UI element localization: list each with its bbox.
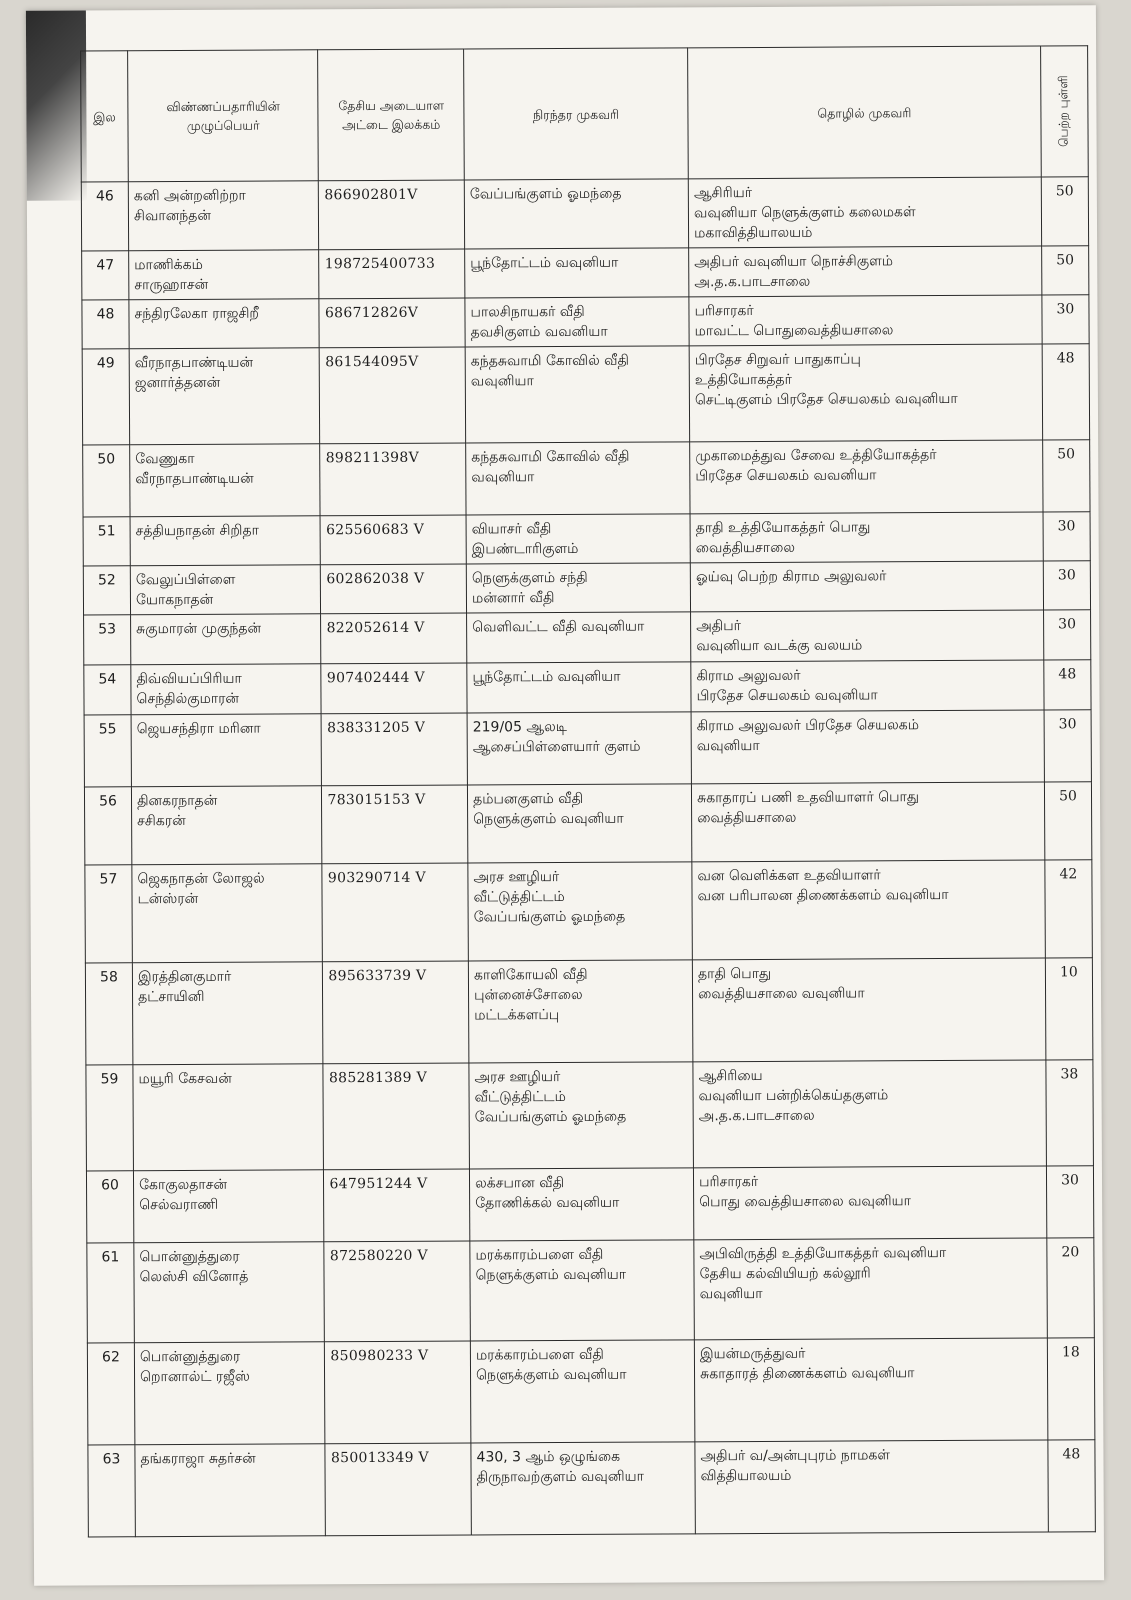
permanent-address [469,1062,694,1169]
applicant-name-line: வீரநாதபாண்டியன் [134,354,254,372]
nic-number: 895633739 V [323,961,469,1064]
applicant-name [135,1444,326,1537]
row-number: 46 [81,182,128,251]
permanent-address-line: 219/05 ஆலடி [472,718,567,736]
work-address-line: வவுனியா பன்றிக்கெய்தகுளம் [698,1087,889,1105]
work-address [692,860,1045,960]
row-number: 60 [86,1171,133,1243]
table-row [85,860,1092,963]
permanent-address-line: மட்டக்களப்பு [474,1007,560,1024]
applicant-name [132,962,323,1065]
nic-number: 898211398V [320,443,466,516]
permanent-address-line: மன்னார் வீதி [471,590,555,607]
applicant-name-line: செந்தில்குமாரன் [136,690,240,708]
permanent-address [470,1240,695,1341]
permanent-address-line: காளிகோயலி வீதி [473,966,588,984]
table-row [83,440,1090,517]
work-address-line: தாதி பொது [697,965,772,983]
applicant-name-line: தங்கராஜா சுதர்சன் [140,1450,256,1468]
work-address-line: வைத்தியசாலை [697,809,797,827]
work-address-line: முகாமைத்துவ சேவை உத்தியோகத்தர் [695,447,937,465]
applicant-name-line: யோகநாதன் [135,591,214,609]
nic-number: 907402444 V [321,663,467,714]
table-row [88,1440,1095,1537]
header-work-address: தொழில் முகவரி [688,46,1042,179]
applicant-name-line: மயூரி கேசவன் [138,1070,232,1088]
permanent-address-line: வவுனியா [470,373,534,390]
permanent-address [465,346,690,443]
permanent-address-line: பூந்தோட்டம் வவுனியா [472,668,621,686]
row-number: 59 [86,1065,134,1171]
permanent-address-line: தோணிக்கல் வவுனியா [475,1194,620,1212]
applicant-name [130,516,321,566]
row-number: 47 [82,251,129,300]
applicant-name [131,664,322,715]
row-number: 57 [85,865,133,963]
permanent-address-line: கந்தசுவாமி கோவில் வீதி [470,352,630,370]
points-value: 50 [1043,440,1090,512]
work-address [690,512,1043,563]
nic-number: 850980233 V [325,1341,471,1444]
permanent-address-line: வீட்டுத்திட்டம் [474,1088,566,1106]
applicant-name-line: வேணுகா [135,450,195,468]
work-address-line: அ.த.க.பாடசாலை [698,1107,815,1125]
permanent-address [467,612,691,663]
applicant-name-line: வீரநாதபாண்டியன் [135,470,254,488]
table-row [87,1238,1095,1343]
work-address [689,246,1042,297]
work-address-line: பரிசாரகர் [699,1173,759,1191]
points-value: 30 [1043,561,1090,610]
work-address-line: சுகாதாரப் பணி உதவியாளர் பொது [697,789,920,807]
permanent-address [466,442,690,515]
table-body [81,177,1095,1537]
applicant-name-line: திவ்வியப்பிரியா [136,670,242,688]
permanent-address-line: தம்பனகுளம் வீதி [473,790,584,808]
table-row [84,610,1091,665]
permanent-address [467,712,691,785]
work-address-line: அ.த.க.பாடசாலை [694,273,811,291]
work-address-line: வைத்தியசாலை வவுனியா [698,985,865,1003]
work-address-line: மாவட்ட பொதுவைத்தியசாலை [694,322,894,340]
applicant-name [134,1342,325,1445]
applicant-name-line: ஜனார்த்தனன் [134,374,221,392]
row-number: 53 [84,615,131,665]
applicant-name-line: சசிகரன் [137,812,186,830]
row-number: 50 [83,445,130,517]
page-shadow-corner [26,10,87,200]
work-address-line: செட்டிகுளம் பிரதேச செயலகம் வவுனியா [694,390,958,409]
applicant-name [133,1170,324,1243]
table-row [86,1166,1093,1243]
permanent-address-line: பூந்தோட்டம் வவுனியா [470,254,619,272]
nic-number: 625560683 V [320,515,466,565]
table-row [85,958,1093,1065]
nic-number: 647951244 V [324,1169,470,1242]
permanent-address [465,297,689,347]
work-address [688,177,1041,248]
nic-number: 822052614 V [321,613,467,664]
nic-number: 866902801V [319,180,465,250]
header-no: இல [81,51,129,182]
nic-number: 686712826V [319,298,465,348]
row-number: 48 [82,300,129,349]
nic-number: 602862038 V [321,564,467,614]
work-address-line: ஓய்வு பெற்ற கிராம அலுவலர் [695,568,887,586]
applicant-name-line: சாருஹாசன் [134,276,209,294]
points-value: 48 [1048,1440,1096,1532]
applicant-name [131,786,322,865]
table-row [82,295,1089,349]
applicant-name-line: தட்சாயினி [138,988,205,1006]
applicant-name-line: சத்தியநாதன் சிறிதா [135,522,259,540]
permanent-address-line: திருநாவற்குளம் வவுனியா [476,1468,644,1486]
work-address [694,1166,1047,1240]
permanent-address [466,563,690,613]
permanent-address-line: வேப்பங்குளம் ஓமந்தை [469,185,622,203]
work-address [694,1338,1047,1442]
applicant-name [129,299,320,349]
permanent-address-line: வேப்பங்குளம் ஓமந்தை [474,1108,627,1126]
applicant-name-line: இரத்தினகுமார் [137,968,232,986]
nic-number: 783015153 V [322,785,468,864]
table-row [84,782,1091,865]
applicant-name [132,864,323,963]
table-row [81,177,1088,251]
work-address-line: அதிபர் வவுனியா நொச்சிகுளம் [694,253,894,271]
applicant-name [131,714,322,787]
applicant-name-line: ஜெயசந்திரா மரினா [136,720,261,738]
applicant-name-line: தினகரநாதன் [137,792,218,810]
row-number: 61 [87,1243,135,1343]
applicant-name-line: கோகுலதாசன் [139,1176,228,1194]
row-number: 63 [88,1445,136,1537]
permanent-address-line: 430, 3 ஆம் ஒழுங்கை [476,1448,621,1466]
header-name: விண்ணப்பதாரியின் முழுப்பெயர் [128,50,319,182]
applicant-name-line: பொன்னுத்துரை [139,1348,241,1366]
permanent-address [468,784,692,863]
table-row [83,561,1090,615]
permanent-address-line: லக்சபான வீதி [475,1175,565,1192]
points-value: 30 [1046,1166,1093,1238]
table-row [82,246,1089,300]
points-value: 42 [1045,860,1093,958]
permanent-address-line: பாலசிநாயகர் வீதி [470,303,585,321]
row-number: 54 [84,665,131,715]
applicant-name-line: செல்வராணி [139,1196,219,1214]
applicant-name-line: லெஸ்சி வினோத் [139,1268,249,1286]
nic-number: 885281389 V [323,1063,469,1170]
work-address-line: பிரதேச சிறுவர் பாதுகாப்பு [694,351,861,369]
row-number: 52 [83,566,130,615]
work-address-line: மகாவித்தியாலயம் [694,224,813,242]
permanent-address-line: வியாசர் வீதி [471,521,552,538]
work-address-line: பொது வைத்தியசாலை வவுனியா [699,1193,911,1211]
work-address [692,958,1045,1062]
row-number: 49 [82,349,130,445]
points-value: 30 [1043,610,1090,660]
applicant-name-line: பொன்னுத்துரை [139,1248,240,1266]
work-address-line: பிரதேச செயலகம் வவனியா [695,467,877,485]
applicant-name [130,565,321,615]
points-value: 30 [1042,295,1089,344]
work-address [691,710,1044,784]
row-number: 62 [87,1343,135,1445]
applicant-name-line: சிவானந்தன் [133,207,211,225]
work-address-line: இயன்மருத்துவர் [699,1345,806,1363]
points-value: 30 [1044,710,1091,782]
permanent-address-line: அரச ஊழியர் [473,869,560,886]
nic-number: 850013349 V [325,1443,471,1536]
permanent-address-line: ஆசைப்பிள்ளையார் குளம் [472,738,641,756]
work-address [689,344,1042,442]
work-address-line: வித்தியாலயம் [700,1467,792,1485]
permanent-address-line: தவசிகுளம் வவனியா [470,323,608,341]
table-row [83,512,1090,566]
work-address-line: அபிவிருத்தி உத்தியோகத்தர் வவுனியா [699,1245,947,1263]
nic-number: 872580220 V [324,1241,470,1342]
applicant-name [133,1064,324,1171]
work-address [691,610,1044,662]
row-number: 56 [84,787,131,865]
permanent-address-line: இபண்டாரிகுளம் [471,540,579,558]
permanent-address-line: மரக்காரம்பளை வீதி [475,1346,604,1364]
applicant-name-line: டன்ஸ்ரன் [137,890,199,908]
applicant-name-line: ஜெகநாதன் லோஜல் [137,870,265,888]
permanent-address-line: புன்னைச்சோலை [474,986,583,1004]
permanent-address-line: நெளுக்குளம் சந்தி [471,569,588,587]
permanent-address [470,1340,695,1443]
work-address-line: பரிசாரகர் [694,303,754,320]
row-number: 55 [84,715,131,787]
header-nic: தேசிய அடையாள அட்டை இலக்கம் [318,49,464,181]
header-address: நிரந்தர முகவரி [464,48,689,180]
applicant-name-line: கனி அன்றனிற்றா [133,187,246,205]
permanent-address-line: வேப்பங்குளம் ஓமந்தை [473,908,626,926]
permanent-address-line: வவுனியா [471,469,535,486]
work-address [691,660,1044,712]
work-address-line: ஆசிரியர் [693,185,753,202]
work-address [689,295,1042,346]
permanent-address [470,1168,694,1241]
nic-number: 838331205 V [322,713,468,786]
work-address-line: வவுனியா [696,737,760,755]
points-value: 48 [1044,660,1091,710]
permanent-address [471,1442,695,1535]
work-address [692,782,1045,862]
work-address [693,1060,1046,1168]
header-amount-text: பெற்ற புள்ளி [1056,75,1072,148]
permanent-address-line: நெளுக்குளம் வவுனியா [475,1266,627,1284]
table-header-row [81,46,1089,182]
points-value: 20 [1047,1238,1095,1338]
work-address-line: உத்தியோகத்தர் [694,371,793,389]
work-address [694,1238,1047,1340]
work-address-line: தாதி உத்தியோகத்தர் பொது [695,519,871,537]
permanent-address-line: மரக்காரம்பளை வீதி [475,1246,604,1264]
applicant-name-line: சுகுமாரன் முகுந்தன் [136,620,262,638]
points-value: 50 [1044,782,1092,860]
work-address-line: வன வெளிக்கள உதவியாளர் [697,867,881,885]
table-row [82,344,1089,445]
work-address [690,561,1043,612]
applicant-name-line: வேலுப்பிள்ளை [135,571,236,589]
work-address-line: வவுனியா [699,1285,763,1303]
permanent-address-line: அரச ஊழியர் [474,1069,561,1086]
permanent-address [464,179,688,249]
applicant-name [134,1242,325,1343]
work-address [690,440,1043,514]
applicant-name [129,250,320,300]
permanent-address [467,662,691,713]
permanent-address-line: கந்தசுவாமி கோவில் வீதி [471,448,630,466]
applicant-name-line: றொனால்ட் ரஜீஸ் [140,1368,250,1386]
permanent-address-line: வெளிவட்ட வீதி வவுனியா [472,618,645,636]
work-address-line: கிராம அலுவலர் பிரதேச செயலகம் [696,717,920,735]
points-value: 50 [1041,177,1088,246]
row-number: 58 [85,963,133,1065]
permanent-address [468,960,693,1063]
applicant-name [128,181,319,251]
points-value: 50 [1042,246,1089,295]
work-address-line: பிரதேச செயலகம் வவுனியா [696,687,878,705]
permanent-address-line: வீட்டுத்திட்டம் [473,889,565,906]
work-address-line: கிராம அலுவலர் [696,667,801,685]
permanent-address [466,514,690,564]
work-address-line: வன பரிபாலன திணைக்களம் வவுனியா [697,886,949,905]
applicant-table [80,45,1096,1537]
applicant-name [130,444,321,517]
work-address-line: வவுனியா நெளுக்குளம் கலைமகள் [693,204,916,222]
nic-number: 903290714 V [322,863,468,962]
row-number: 51 [83,517,130,566]
applicant-name [129,348,320,445]
header-amount [1040,46,1088,177]
applicant-name-line: சந்திரலேகா ராஜசிறீ [134,305,259,323]
work-address [695,1440,1048,1534]
permanent-address-line: நெளுக்குளம் வவுனியா [473,810,624,828]
points-value: 30 [1043,512,1090,561]
table-row [84,710,1091,787]
points-value: 38 [1046,1060,1094,1166]
work-address-line: ஆசிரியை [698,1067,763,1085]
work-address-line: அதிபர் வ/அன்புபுரம் நாமகள் [700,1447,890,1465]
permanent-address-line: நெளுக்குளம் வவுனியா [476,1366,627,1384]
points-value: 48 [1042,344,1090,440]
work-address-line: வைத்தியசாலை [695,539,796,557]
work-address-line: அதிபர் [696,618,742,635]
permanent-address [468,862,693,961]
work-address-line: வவுனியா வடக்கு வலயம் [696,637,863,655]
permanent-address [465,248,689,298]
applicant-name-line: மாணிக்கம் [134,256,203,274]
nic-number: 861544095V [320,347,466,444]
document-page [26,5,1104,1586]
nic-number: 198725400733 [319,249,465,299]
work-address-line: தேசிய கல்வியியற் கல்லூரி [699,1265,871,1283]
table-row [84,660,1091,715]
table-row [86,1060,1094,1171]
points-value: 18 [1047,1338,1095,1440]
applicant-name [131,614,322,665]
work-address-line: சுகாதாரத் திணைக்களம் வவுனியா [700,1365,915,1383]
points-value: 10 [1045,958,1093,1060]
table-row [87,1338,1095,1445]
